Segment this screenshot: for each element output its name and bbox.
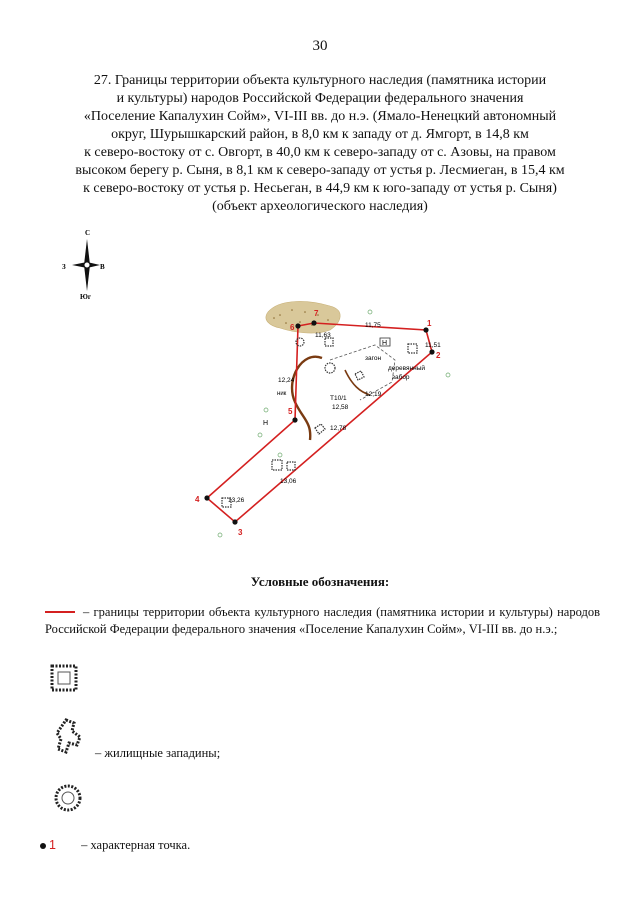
heading-line: к северо-востоку от с. Овгорт, в 40,0 км к северо-западу от с. Азовы, на правом	[84, 145, 556, 160]
pit-label: Т10/1	[330, 395, 347, 402]
point-label: 2	[436, 351, 441, 360]
point-label: 3	[238, 528, 243, 537]
helipad-label: H	[382, 340, 388, 347]
fence-label-1: деревянный	[388, 365, 426, 372]
elevation-label: 11,51	[425, 342, 441, 349]
elevation-label: 11,75	[365, 322, 381, 329]
irregular-dwelling-icon	[52, 716, 86, 756]
helipad-label-2: H	[263, 420, 269, 427]
dwelling-symbols	[222, 338, 417, 507]
legend-boundary-text: – границы территории объекта культурного наследия (памятника истории и культуры) народов Российской Федерации федерального значения «Поселение Капалухин Сойм», VI-III вв. до н.э.;	[45, 605, 600, 636]
elevation-label: 12,78	[330, 425, 347, 432]
boundary-line-symbol	[45, 611, 75, 613]
heading	[40, 72, 600, 216]
compass-east: В	[100, 263, 105, 271]
heading-line: «Поселение Капалухин Сойм», VI-III вв. до н.э. (Ямало-Ненецкий автономный	[83, 109, 557, 124]
fence-label-2: забор	[392, 374, 410, 381]
heading-line: высоком берегу р. Сыня, в 8,1 км к северо-западу от устья р. Лесмиеган, в 15,4 км	[75, 163, 565, 178]
point-label: 5	[288, 407, 293, 416]
elevation-label: 11,63	[315, 332, 331, 339]
legend-title: Условные обозначения:	[250, 574, 390, 589]
heading-line: и культуры) народов Российской Федерации федерального значения	[116, 91, 524, 106]
elevation-label: 13,26	[228, 497, 245, 504]
round-dwelling-icon	[50, 780, 86, 816]
heading-line: (объект археологического наследия)	[212, 199, 428, 214]
elevation-label: 13,06	[280, 478, 297, 485]
site-map	[180, 290, 470, 550]
heading-line: 27. Границы территории объекта культурного наследия (памятника истории	[93, 73, 547, 88]
compass-north: С	[85, 229, 91, 237]
boundary-points	[204, 320, 434, 524]
legend-boundary	[45, 604, 600, 638]
elevation-label: 12,19	[365, 391, 382, 398]
boundary-line	[207, 323, 432, 522]
page-number: 30	[312, 38, 328, 54]
heading-line: округ, Шурышкарский район, в 8,0 км к западу от д. Ямгорт, в 14,8 км	[111, 127, 529, 142]
point-dot-icon	[40, 843, 46, 849]
pit-elevation: 12,58	[332, 404, 349, 411]
compass-west: З	[62, 263, 66, 271]
legend-point-number: 1	[49, 838, 56, 852]
heading-line: к северо-востоку от устья р. Несьеган, в 44,9 км к юго-западу от устья р. Сыня)	[83, 181, 557, 196]
misc-label: ник	[277, 391, 287, 397]
elevation-label: 12,24	[278, 377, 295, 384]
point-label: 1	[427, 319, 432, 328]
legend-dwelling-text: – жилищные западины;	[95, 746, 221, 760]
point-label: 4	[195, 495, 200, 504]
legend-point	[40, 838, 190, 853]
compass-rose	[60, 225, 120, 305]
point-label: 6	[290, 323, 295, 332]
sand-area	[266, 301, 340, 333]
point-label: 7	[314, 309, 319, 318]
compass-arrow-icon	[72, 239, 100, 291]
square-dwelling-icon	[46, 660, 82, 696]
legend-point-text: – характерная точка.	[81, 838, 191, 852]
pen-label: загон	[365, 355, 382, 362]
compass-south: Юг	[80, 293, 92, 301]
